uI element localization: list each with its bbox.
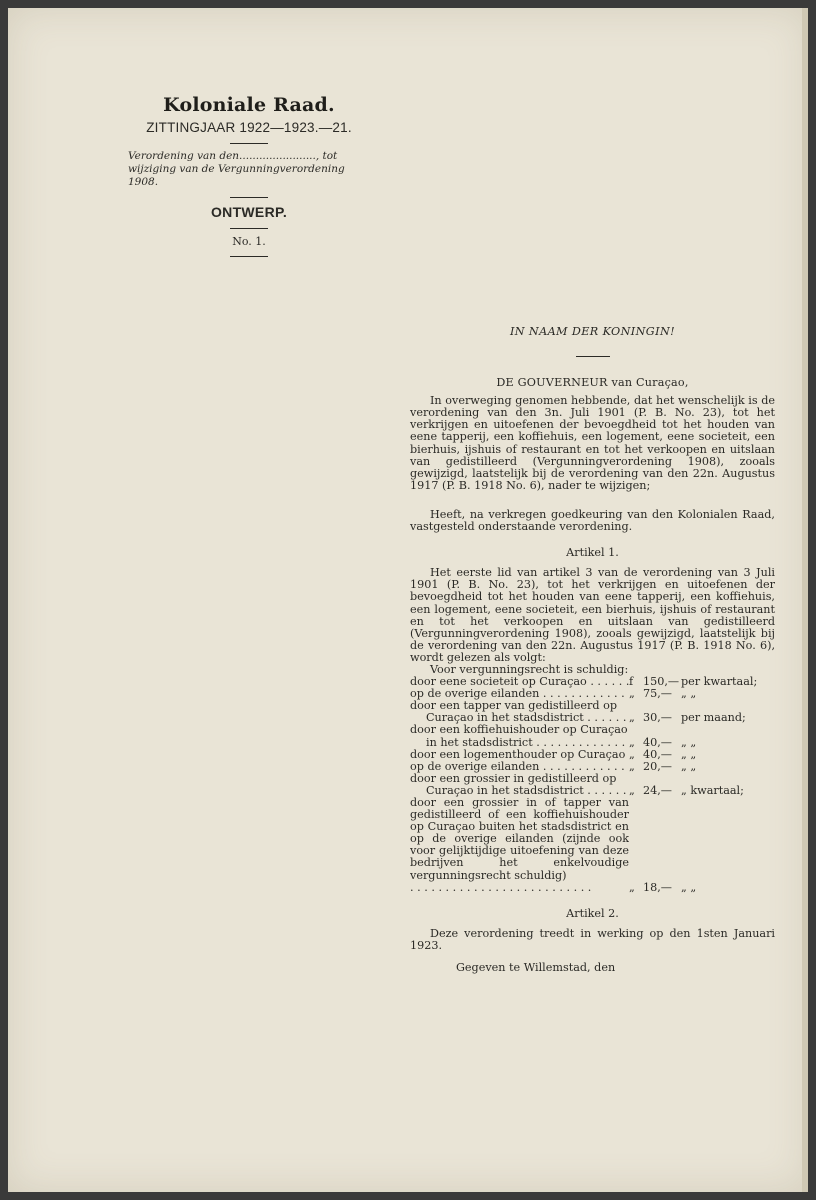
rate-period: „ „ [681,735,697,749]
governor-line: DE GOUVERNEUR van Curaçao, [496,376,689,390]
decree-title: Verordening van den......................., tot wijziging van de Vergunningverordening 1908. [128,150,345,188]
rate-row [410,712,775,724]
rate-currency: „ [629,783,635,797]
article-heading: Artikel 1. [566,546,619,560]
rate-currency: „ [629,759,635,773]
rate-amount: 30,— [643,711,672,725]
rate-currency: „ [629,880,635,894]
rate-row [410,688,775,700]
rates-intro: Voor vergunningsrecht is schuldig: [430,662,629,676]
rate-amount: 150,— [643,675,680,689]
rate-amount: 40,— [643,747,672,761]
rate-amount: 24,— [643,783,672,797]
rates-table [410,676,775,894]
rate-currency: f [629,675,634,689]
adoption-paragraph: Heeft, na verkregen goedkeuring van den Kolonialen Raad, vastgesteld onderstaande verordening. [410,507,775,534]
rate-label: op de overige eilanden [410,688,540,701]
decree-body [410,326,775,974]
rate-row [410,761,775,773]
divider [230,143,268,144]
rate-label: Curaçao in het stadsdistrict [426,784,584,797]
divider [230,256,268,257]
draft-label: ONTWERP. [210,204,288,220]
divider [230,228,268,229]
rate-label: op de overige eilanden [410,760,540,773]
rate-amount: 75,— [643,687,672,701]
rate-period: „ „ [681,880,697,894]
rate-period: „ „ [681,747,697,761]
session-year: ZITTINGJAAR 1922—1923.—21. [146,120,352,135]
rate-label: door een grossier in gedistilleerd op [410,772,617,785]
rate-label: door een tapper van gedistilleerd op [410,700,618,713]
rate-currency: „ [629,735,635,749]
header-block [118,94,380,263]
rate-currency: „ [629,747,635,761]
rate-period: per kwartaal; [681,675,758,689]
rate-currency: „ [629,711,635,725]
divider [230,197,268,198]
rate-amount: 20,— [643,759,672,773]
rate-period: „ „ [681,759,697,773]
rate-row [410,785,775,797]
rate-label: door eene societeit op Curaçao [410,676,587,689]
rate-label: Curaçao in het stadsdistrict [426,712,584,725]
given-at-line: Gegeven te Willemstad, den [456,961,616,975]
rate-label: door een koffiehuishouder op Curaçao [410,724,628,737]
rate-period: „ „ [681,687,697,701]
rate-period: „ kwartaal; [681,783,744,797]
article-heading: Artikel 2. [566,906,619,920]
rate-period: per maand; [681,711,746,725]
invocation: IN NAAM DER KONINGIN! [509,325,676,338]
rate-row [410,724,775,736]
rate-label: in het stadsdistrict [426,736,533,749]
rate-amount: 40,— [643,735,672,749]
preamble-paragraph: In overweging genomen hebbende, dat het wenschelijk is de verordening van den 3n. Juli 1901 (P. B. No. 23), tot het verkrijgen en uitoefenen der bevoegdheid tot het houden van eene tapperij, een koffiehuis, een logement, eene societeit, een bierhuis, ijshuis of restaurant en tot het verkoopen en uitslaan van gedistilleerd (Vergunningverordening 1908), zooals gewijzigd, laatstelijk bij de verordening van den 22n. Augustus 1917 (P. B. 1918 No. 6), nader te wijzigen; [410,394,775,492]
document-page [8,8,808,1192]
council-title: Koloniale Raad. [163,94,335,116]
divider [576,356,610,357]
rate-row [410,797,775,882]
rate-row [410,882,775,894]
rate-row [410,737,775,749]
rate-amount: 18,— [643,880,672,894]
rate-row [410,749,775,761]
article-text: Het eerste lid van artikel 3 van de verordening van 3 Juli 1901 (P. B. No. 23), tot het verkrijgen en uitoefenen der bevoegdheid tot het houden van eene tapperij, een koffiehuis, een logement, eene societeit, een bierhuis, ijshuis of restaurant en tot het verkoopen en uitslaan van gedistilleerd (Vergunningverordening 1908), zooals gewijzigd, laatstelijk bij de verordening van den 22n. Augustus 1917 (P. B. 1918 No. 6), wordt gelezen als volgt: [410,566,775,664]
page-edge [802,8,808,1192]
rate-label: door een grossier in of tapper van gedistilleerd of een koffiehuishouder op Curaçao buiten het stadsdistrict en op de overige eilanden (zijnde ook voor gelijktijdige uitoefening van deze bedrijven het enkelvoudige vergunningsrecht schuldig) [410,797,629,882]
draft-number: No. 1. [232,235,266,248]
rate-label: door een logementhouder op Curaçao [410,748,626,761]
article-text: Deze verordening treedt in werking op den 1sten Januari 1923. [410,926,775,952]
rate-row [410,676,775,688]
rate-currency: „ [629,687,635,701]
